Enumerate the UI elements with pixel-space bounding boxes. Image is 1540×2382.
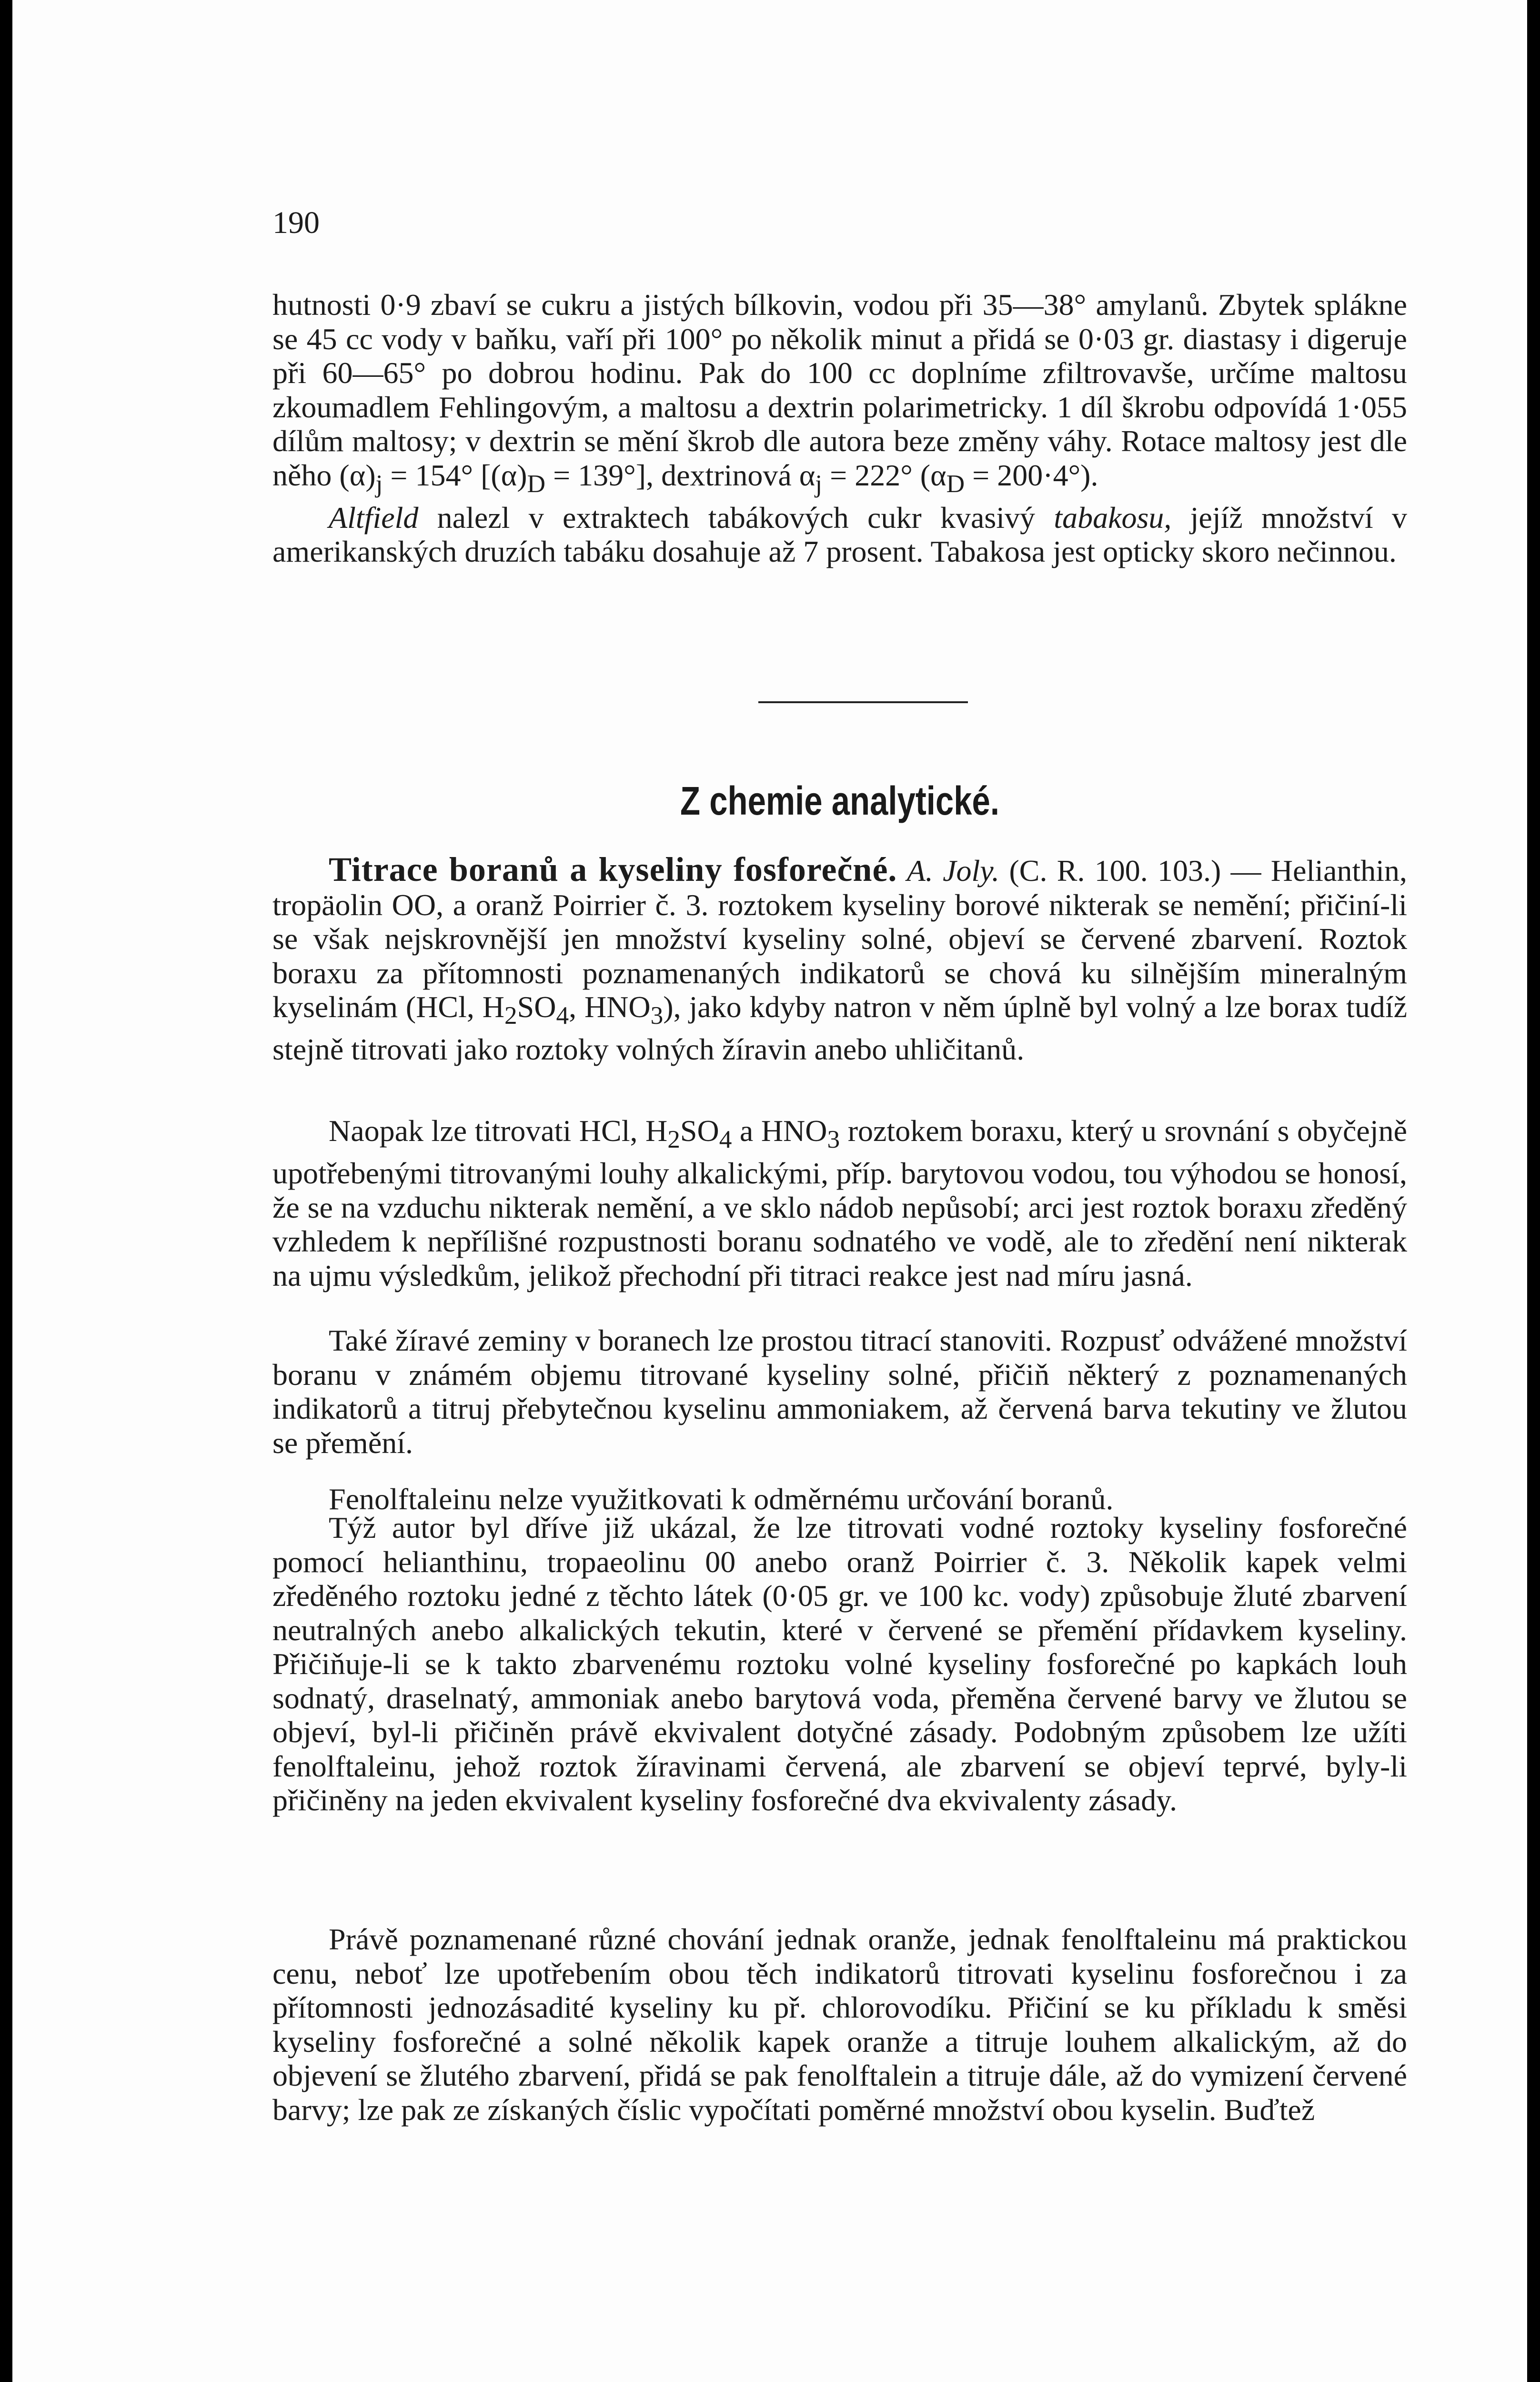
article-paragraph: Fenolftaleinu nelze využitkovati k odměrnému určování boranů. [329, 1482, 1114, 1516]
intro-paragraph: hutnosti 0·9 zbaví se cukru a jistých bílkovin, vodou při 35—38° amylanů. Zbytek splákne se 45 cc vody v baňku, vaří při 100° po několik minut a přidá se 0·03 gr. diastasy i digeruje při 60—65° po dobrou hodinu. Pak do 100 cc doplníme zfiltrovavše, určíme maltosu zkoumadlem Fehlingovým, a maltosu a dextrin polarimetricky. 1 díl škrobu odpovídá 1·055 dílům maltosy; v dextrin se mění škrob dle autora beze změny váhy. Rotace maltosy jest dle něho $(\alpha)_j = 154^\circ$ $[(\alpha)_D = 139^\circ]$, dextrinová $\alpha_j = 222^\circ$ $(\alpha_D = 200\cdot 4^\circ)$. Altfield nalezl v extraktech tabákových cukr kvasivý tabakosu, jejíž množství v amerikanských druzích tabáku dosahuje až 7 prosent. Tabakosa jest opticky skoro nečinnou. [272, 288, 1408, 569]
article-paragraph: Také žíravé zeminy v boranech lze prostou titrací stanoviti. Rozpusť odvážené množství boranu v známém objemu titrované kyseliny solné, přičiň některý z poznamenaných indikatorů a titruj přebytečnou kyselinu ammoniakem, až červená barva tekutiny ve žlutou se přemění. [272, 1323, 1407, 1460]
section-heading: Z chemie analytické. [680, 778, 999, 823]
article-paragraph: Titrace boranů a kyseliny fosforečné. A. Joly. (C. R. 100. 103.) — Helianthin, tropäolin OO, a oranž Poirrier č. 3. roztokem kyseliny borové nikterak se nemění; přičiní-li se však nejskrovnější jen množství kyseliny solné, objeví se červené zbarvení. Roztok boraxu za přítomnosti poznamenaných indikatorů se chová ku silnějším mineralným kyselinám (HCl, $H_2SO_4$, $HNO_3$), jako kdyby natron v něm úplně byl volný a lze borax tudíž stejně titrovati jako roztoky volných žíravin anebo uhličitanů. [272, 850, 1408, 1067]
term-emphasis: tabakosu, [1054, 500, 1172, 535]
article-paragraph: Právě poznamenané různé chování jednak oranže, jednak fenolftaleinu má praktickou cenu, neboť lze upotřebením obou těch indikatorů titrovati kyselinu fosforečnou i za přítomnosti jednozásadité kyseliny ku př. chlorovodíku. Přičiní se ku příkladu k směsi kyseliny fosforečné a solné několik kapek oranže a titruje louhem alkalickým, až do objevení se žlutého zbarvení, přidá se pak fenolftalein a titruje dále, až do vymizení červené barvy; lze pak ze získaných číslic vypočítati poměrné množství obou kyselin. Buďtež [272, 1922, 1407, 2127]
article-paragraph: Týž autor byl dříve již ukázal, že lze titrovati vodné roztoky kyseliny fosforečné pomocí helianthinu, tropaeolinu 00 anebo oranž Poirrier č. 3. Několik kapek velmi zředěného roztoku jedné z těchto látek (0·05 gr. ve 100 kc. vody) způsobuje žluté zbarvení neutralných anebo alkalických tekutin, které v červené se přemění přídavkem kyseliny. Přičiňuje-li se k takto zbarvenému roztoku volné kyseliny fosforečné po kapkách louh sodnatý, draselnatý, ammoniak anebo barytová voda, přeměna červené barvy ve žlutou se objeví, byl-li přičiněn právě ekvivalent dotyčné zásady. Podobným způsobem lze užíti fenolftaleinu, jehož roztok žíravinami červená, ale zbarvení se objeví teprvé, byly-li přičiněny na jeden ekvivalent kyseliny fosforečné dva ekvivalenty zásady. [272, 1511, 1407, 1817]
article-paragraph: Naopak lze titrovati HCl, $H_2SO_4$ a $HNO_3$ roztokem boraxu, který u srovnání s obyčejně upotřebenými titrovanými louhy alkalickými, příp. barytovou vodou, tou výhodou se honosí, že se na vzduchu nikterak nemění, a ve sklo nádob nepůsobí; arci jest roztok boraxu zředěný vzhledem k nepřílišné rozpustnosti boranu sodnatého ve vodě, ale to zředění není nikterak na ujmu výsledkům, jelikož přechodní při titraci reakce jest nad míru jasná. [272, 1114, 1408, 1292]
book-page [12, 0, 1527, 2382]
article-title: Titrace boranů a kyseliny fosforečné. [329, 850, 897, 888]
article-author: A. Joly. [906, 854, 1000, 888]
author-name: Altfield [329, 500, 419, 535]
page-number: 190 [272, 205, 320, 240]
article-citation: (C. R. 100. 103.) [1009, 854, 1221, 888]
section-separator [758, 701, 968, 703]
